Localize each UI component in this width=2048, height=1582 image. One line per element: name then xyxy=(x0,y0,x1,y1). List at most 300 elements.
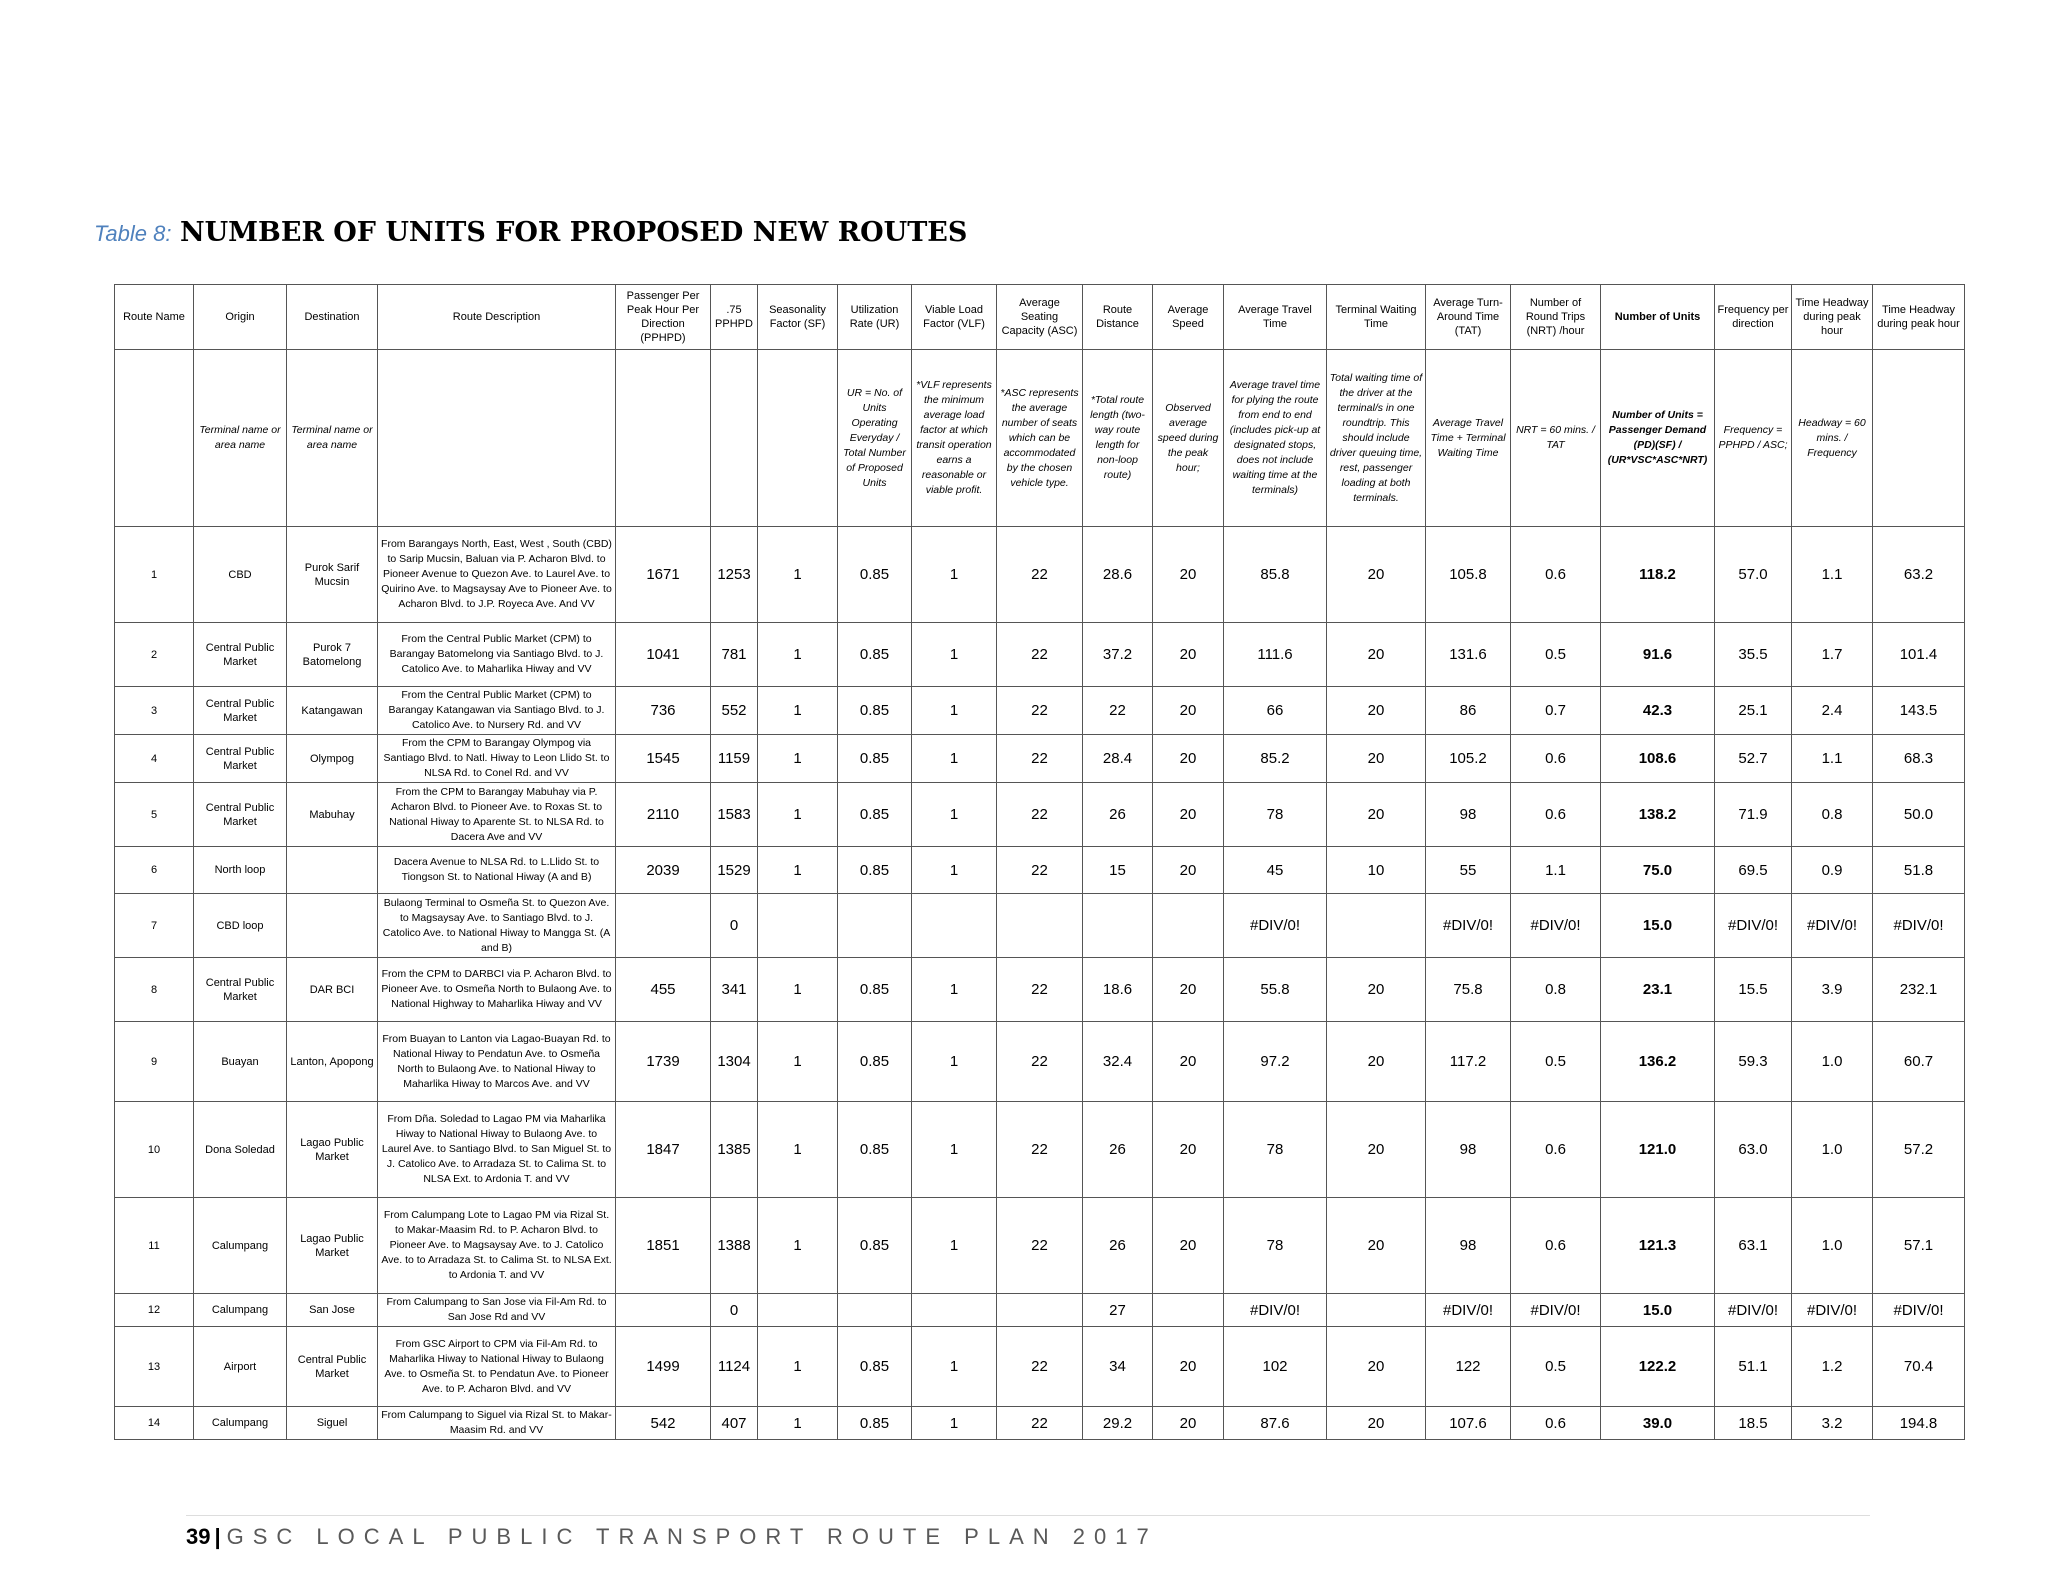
table-cell: 78 xyxy=(1224,1102,1327,1198)
table-cell xyxy=(997,1294,1083,1327)
table-cell: Calumpang xyxy=(194,1198,287,1294)
table-cell: 51.8 xyxy=(1873,847,1965,894)
column-definition: Average travel time for plying the route from end to end (includes pick-up at designated stops, does not include waiting time at the terminals) xyxy=(1224,350,1327,527)
table-cell: 20 xyxy=(1153,527,1224,623)
column-definition: Number of Units = Passenger Demand (PD)(SF) / (UR*VSC*ASC*NRT) xyxy=(1601,350,1715,527)
column-definition: NRT = 60 mins. / TAT xyxy=(1511,350,1601,527)
table-cell: 42.3 xyxy=(1601,687,1715,735)
table-cell: 101.4 xyxy=(1873,623,1965,687)
table-cell: 1 xyxy=(758,1102,838,1198)
table-cell: 10 xyxy=(115,1102,194,1198)
table-cell: 22 xyxy=(997,687,1083,735)
table-cell: 1499 xyxy=(616,1327,711,1407)
table-body xyxy=(115,527,1965,1440)
table-cell xyxy=(912,1294,997,1327)
table-cell: 63.1 xyxy=(1715,1198,1792,1294)
table-cell: Buayan xyxy=(194,1022,287,1102)
table-cell: 66 xyxy=(1224,687,1327,735)
table-cell: Central Public Market xyxy=(194,958,287,1022)
table-cell: 5 xyxy=(115,783,194,847)
table-cell: 15.5 xyxy=(1715,958,1792,1022)
table-cell: 0.85 xyxy=(838,735,912,783)
table-cell: 20 xyxy=(1327,1327,1426,1407)
table-cell: 122.2 xyxy=(1601,1327,1715,1407)
table-cell: Central Public Market xyxy=(287,1327,378,1407)
routes-table xyxy=(114,284,1965,1440)
table-cell: 55 xyxy=(1426,847,1511,894)
column-header: Route Distance xyxy=(1083,285,1153,350)
column-header: Viable Load Factor (VLF) xyxy=(912,285,997,350)
table-row xyxy=(115,958,1965,1022)
table-cell: Lagao Public Market xyxy=(287,1198,378,1294)
table-cell: San Jose xyxy=(287,1294,378,1327)
table-cell: 1545 xyxy=(616,735,711,783)
table-cell: 87.6 xyxy=(1224,1407,1327,1440)
column-header: Average Travel Time xyxy=(1224,285,1327,350)
table-cell: 22 xyxy=(997,735,1083,783)
table-cell: 20 xyxy=(1327,623,1426,687)
table-row xyxy=(115,1327,1965,1407)
table-cell: Central Public Market xyxy=(194,687,287,735)
table-cell: 63.0 xyxy=(1715,1102,1792,1198)
table-cell: 22 xyxy=(1083,687,1153,735)
table-cell: 2039 xyxy=(616,847,711,894)
table-cell: 28.6 xyxy=(1083,527,1153,623)
table-cell: 4 xyxy=(115,735,194,783)
table-cell: 1847 xyxy=(616,1102,711,1198)
table-cell xyxy=(758,894,838,958)
table-cell: #DIV/0! xyxy=(1224,894,1327,958)
table-cell: 232.1 xyxy=(1873,958,1965,1022)
table-cell: Central Public Market xyxy=(194,783,287,847)
table-cell: 3.9 xyxy=(1792,958,1873,1022)
table-cell: 20 xyxy=(1153,735,1224,783)
table-cell: 102 xyxy=(1224,1327,1327,1407)
table-cell: 1124 xyxy=(711,1327,758,1407)
table-cell: 22 xyxy=(997,783,1083,847)
table-cell: 85.8 xyxy=(1224,527,1327,623)
column-definition xyxy=(711,350,758,527)
table-cell: #DIV/0! xyxy=(1511,894,1601,958)
table-cell: From Dña. Soledad to Lagao PM via Maharlika Hiway to National Hiway to Bulaong Ave. to Laurel Ave. to Santiago Blvd. to San Miguel St. to J. Catolico Ave. to Arradaza St. to Calima St. to NLSA Ext. to Ardonia T. and VV xyxy=(378,1102,616,1198)
table-cell: 85.2 xyxy=(1224,735,1327,783)
table-cell: Lanton, Apopong xyxy=(287,1022,378,1102)
table-cell: 1671 xyxy=(616,527,711,623)
footer-separator: | xyxy=(214,1524,221,1549)
table-cell: 15.0 xyxy=(1601,1294,1715,1327)
table-cell: 20 xyxy=(1153,1022,1224,1102)
table-cell: 455 xyxy=(616,958,711,1022)
table-cell: From Barangays North, East, West , South (CBD) to Sarip Mucsin, Baluan via P. Acharon Blvd. to Pioneer Avenue to Quezon Ave. to Laurel Ave. to Quirino Ave. to Magsaysay Ave to Pioneer Ave. to Acharon Blvd. to J.P. Royeca Ave. And VV xyxy=(378,527,616,623)
table-cell: 1 xyxy=(912,783,997,847)
table-cell: 98 xyxy=(1426,1102,1511,1198)
column-definition xyxy=(616,350,711,527)
table-cell: 22 xyxy=(997,958,1083,1022)
table-cell: From Calumpang Lote to Lagao PM via Rizal St. to Makar-Maasim Rd. to P. Acharon Blvd. to Pioneer Ave. to Magsaysay Ave. to J. Catolico Ave. to to Arradaza St. to Calima St. to NLSA Ext. to Ardonia T. and VV xyxy=(378,1198,616,1294)
table-cell: 0.85 xyxy=(838,1198,912,1294)
page-number: 39 xyxy=(186,1524,211,1549)
table-cell: 13 xyxy=(115,1327,194,1407)
table-cell: 1529 xyxy=(711,847,758,894)
column-header: Average Turn-Around Time (TAT) xyxy=(1426,285,1511,350)
table-cell: 0.85 xyxy=(838,1022,912,1102)
table-cell: 35.5 xyxy=(1715,623,1792,687)
table-cell: 20 xyxy=(1153,1327,1224,1407)
table-row xyxy=(115,735,1965,783)
table-cell: 52.7 xyxy=(1715,735,1792,783)
table-cell: 1583 xyxy=(711,783,758,847)
table-cell: From the CPM to Barangay Mabuhay via P. Acharon Blvd. to Pioneer Ave. to Roxas St. to National Hiway to Aparente St. to NLSA Rd. to Dacera Ave and VV xyxy=(378,783,616,847)
column-header: Average Speed xyxy=(1153,285,1224,350)
table-cell: 0.6 xyxy=(1511,735,1601,783)
column-header: Utilization Rate (UR) xyxy=(838,285,912,350)
table-cell: 1 xyxy=(912,623,997,687)
table-cell: 32.4 xyxy=(1083,1022,1153,1102)
table-cell: 1 xyxy=(912,687,997,735)
table-cell: Calumpang xyxy=(194,1294,287,1327)
table-cell: 1 xyxy=(758,1407,838,1440)
table-cell xyxy=(838,894,912,958)
table-cell: 27 xyxy=(1083,1294,1153,1327)
table-cell: #DIV/0! xyxy=(1715,1294,1792,1327)
table-title xyxy=(94,217,967,248)
table-cell: #DIV/0! xyxy=(1792,1294,1873,1327)
table-row xyxy=(115,847,1965,894)
header-row xyxy=(115,285,1965,350)
table-cell: 1159 xyxy=(711,735,758,783)
table-cell: 118.2 xyxy=(1601,527,1715,623)
table-cell xyxy=(1327,894,1426,958)
table-cell xyxy=(1083,894,1153,958)
table-cell: From Calumpang to Siguel via Rizal St. to Makar-Maasim Rd. and VV xyxy=(378,1407,616,1440)
table-cell: 0.85 xyxy=(838,958,912,1022)
table-cell: 1.0 xyxy=(1792,1102,1873,1198)
table-cell: 26 xyxy=(1083,1198,1153,1294)
table-cell: 20 xyxy=(1327,1102,1426,1198)
table-cell: 1.7 xyxy=(1792,623,1873,687)
table-cell: From the CPM to Barangay Olympog via Santiago Blvd. to Natl. Hiway to Leon Llido St. to NLSA Rd. to Conel Rd. and VV xyxy=(378,735,616,783)
table-cell xyxy=(616,1294,711,1327)
table-cell: 37.2 xyxy=(1083,623,1153,687)
table-cell: 0.85 xyxy=(838,783,912,847)
table-cell: 1 xyxy=(758,623,838,687)
table-cell: From the Central Public Market (CPM) to Barangay Batomelong via Santiago Blvd. to J. Catolico Ave. to Maharlika Hiway and VV xyxy=(378,623,616,687)
table-cell: 20 xyxy=(1327,1407,1426,1440)
table-cell: 97.2 xyxy=(1224,1022,1327,1102)
table-cell: 1 xyxy=(758,958,838,1022)
table-cell: Purok Sarif Mucsin xyxy=(287,527,378,623)
table-cell: 1 xyxy=(912,527,997,623)
table-cell xyxy=(1327,1294,1426,1327)
column-definition xyxy=(1873,350,1965,527)
table-cell: 1253 xyxy=(711,527,758,623)
table-cell: 1 xyxy=(758,847,838,894)
table-cell: 6 xyxy=(115,847,194,894)
column-header: Origin xyxy=(194,285,287,350)
table-row xyxy=(115,1407,1965,1440)
table-cell: 0 xyxy=(711,1294,758,1327)
table-cell: 1304 xyxy=(711,1022,758,1102)
table-row xyxy=(115,1294,1965,1327)
table-cell: 0.5 xyxy=(1511,623,1601,687)
table-cell: #DIV/0! xyxy=(1792,894,1873,958)
table-cell: 0.9 xyxy=(1792,847,1873,894)
table-cell: 1388 xyxy=(711,1198,758,1294)
column-header: .75 PPHPD xyxy=(711,285,758,350)
column-header: Terminal Waiting Time xyxy=(1327,285,1426,350)
table-cell: 0.6 xyxy=(1511,527,1601,623)
column-definition: Observed average speed during the peak hour; xyxy=(1153,350,1224,527)
table-cell: 75.8 xyxy=(1426,958,1511,1022)
table-cell: Olympog xyxy=(287,735,378,783)
table-cell: 51.1 xyxy=(1715,1327,1792,1407)
column-header: Frequency per direction xyxy=(1715,285,1792,350)
table-cell: 15 xyxy=(1083,847,1153,894)
table-cell: 12 xyxy=(115,1294,194,1327)
table-cell: 20 xyxy=(1153,783,1224,847)
table-cell: 1.1 xyxy=(1792,527,1873,623)
column-header: Passenger Per Peak Hour Per Direction (PPHPD) xyxy=(616,285,711,350)
table-cell: Mabuhay xyxy=(287,783,378,847)
table-cell: 29.2 xyxy=(1083,1407,1153,1440)
table-cell: From the Central Public Market (CPM) to Barangay Katangawan via Santiago Blvd. to J. Catolico Ave. to Nursery Rd. and VV xyxy=(378,687,616,735)
table-cell: 7 xyxy=(115,894,194,958)
table-cell: 9 xyxy=(115,1022,194,1102)
column-header: Time Headway during peak hour xyxy=(1792,285,1873,350)
table-cell: 1 xyxy=(912,1327,997,1407)
table-cell xyxy=(287,894,378,958)
table-cell: #DIV/0! xyxy=(1511,1294,1601,1327)
table-cell: 26 xyxy=(1083,783,1153,847)
table-cell: 22 xyxy=(997,527,1083,623)
table-cell: #DIV/0! xyxy=(1426,1294,1511,1327)
column-definition: UR = No. of Units Operating Everyday / Total Number of Proposed Units xyxy=(838,350,912,527)
table-cell: 60.7 xyxy=(1873,1022,1965,1102)
table-cell: 98 xyxy=(1426,783,1511,847)
table-cell: #DIV/0! xyxy=(1224,1294,1327,1327)
table-cell: 57.0 xyxy=(1715,527,1792,623)
table-cell: 2110 xyxy=(616,783,711,847)
table-cell: 0.85 xyxy=(838,527,912,623)
table-cell: CBD loop xyxy=(194,894,287,958)
table-cell: 1.1 xyxy=(1792,735,1873,783)
table-cell: 0.85 xyxy=(838,1327,912,1407)
table-cell: Purok 7 Batomelong xyxy=(287,623,378,687)
table-cell: 28.4 xyxy=(1083,735,1153,783)
table-cell: 20 xyxy=(1153,1102,1224,1198)
table-cell: 22 xyxy=(997,1102,1083,1198)
table-cell: 57.1 xyxy=(1873,1198,1965,1294)
column-definition xyxy=(115,350,194,527)
column-definition: Frequency = PPHPD / ASC; xyxy=(1715,350,1792,527)
table-cell xyxy=(1153,894,1224,958)
table-cell: 20 xyxy=(1327,687,1426,735)
table-cell: 14 xyxy=(115,1407,194,1440)
table-cell: 2.4 xyxy=(1792,687,1873,735)
table-cell: 341 xyxy=(711,958,758,1022)
document-title: GSC LOCAL PUBLIC TRANSPORT ROUTE PLAN 2017 xyxy=(226,1524,1158,1549)
column-header: Number of Round Trips (NRT) /hour xyxy=(1511,285,1601,350)
table-cell: 1.1 xyxy=(1511,847,1601,894)
table-cell xyxy=(616,894,711,958)
table-cell: 59.3 xyxy=(1715,1022,1792,1102)
table-cell: 108.6 xyxy=(1601,735,1715,783)
table-cell: 20 xyxy=(1327,527,1426,623)
table-cell: 0.8 xyxy=(1792,783,1873,847)
table-cell xyxy=(912,894,997,958)
table-cell: 20 xyxy=(1153,1407,1224,1440)
table-cell: 11 xyxy=(115,1198,194,1294)
table-cell: 86 xyxy=(1426,687,1511,735)
table-cell: 0.85 xyxy=(838,623,912,687)
table-cell: 1.0 xyxy=(1792,1198,1873,1294)
table-cell: 736 xyxy=(616,687,711,735)
table-cell: 34 xyxy=(1083,1327,1153,1407)
table-cell xyxy=(287,847,378,894)
column-header: Route Name xyxy=(115,285,194,350)
table-cell: 1 xyxy=(912,1102,997,1198)
table-cell: From Calumpang to San Jose via Fil-Am Rd. to San Jose Rd and VV xyxy=(378,1294,616,1327)
table-cell: CBD xyxy=(194,527,287,623)
table-cell: 20 xyxy=(1327,735,1426,783)
table-cell: 70.4 xyxy=(1873,1327,1965,1407)
table-cell: 0.7 xyxy=(1511,687,1601,735)
table-cell: 68.3 xyxy=(1873,735,1965,783)
table-cell: 2 xyxy=(115,623,194,687)
table-cell: 1851 xyxy=(616,1198,711,1294)
table-cell: 121.0 xyxy=(1601,1102,1715,1198)
table-cell: 1 xyxy=(912,735,997,783)
table-cell: 1.0 xyxy=(1792,1022,1873,1102)
page-footer xyxy=(186,1524,1158,1550)
table-cell: 63.2 xyxy=(1873,527,1965,623)
table-cell: #DIV/0! xyxy=(1715,894,1792,958)
table-cell: 22 xyxy=(997,1198,1083,1294)
table-cell: 20 xyxy=(1327,1198,1426,1294)
table-cell: 111.6 xyxy=(1224,623,1327,687)
table-cell: 0.85 xyxy=(838,1102,912,1198)
table-cell: 71.9 xyxy=(1715,783,1792,847)
table-cell: From Buayan to Lanton via Lagao-Buayan Rd. to National Hiway to Pendatun Ave. to Osmeña North to Bulaong Ave. to National Hiway to Maharlika Hiway to Marcos Ave. and VV xyxy=(378,1022,616,1102)
table-row xyxy=(115,1102,1965,1198)
table-cell: 20 xyxy=(1327,1022,1426,1102)
table-cell: 20 xyxy=(1153,687,1224,735)
table-cell: Central Public Market xyxy=(194,623,287,687)
column-definition xyxy=(758,350,838,527)
table-cell: Central Public Market xyxy=(194,735,287,783)
table-row xyxy=(115,527,1965,623)
table-cell: 0.6 xyxy=(1511,1102,1601,1198)
table-cell: 542 xyxy=(616,1407,711,1440)
table-row xyxy=(115,783,1965,847)
table-cell: 78 xyxy=(1224,1198,1327,1294)
table-cell: 18.5 xyxy=(1715,1407,1792,1440)
table-cell: #DIV/0! xyxy=(1873,894,1965,958)
column-definition: Headway = 60 mins. / Frequency xyxy=(1792,350,1873,527)
table-cell xyxy=(838,1294,912,1327)
table-cell: 98 xyxy=(1426,1198,1511,1294)
table-cell: 1 xyxy=(912,1407,997,1440)
table-cell: Lagao Public Market xyxy=(287,1102,378,1198)
table-cell: 57.2 xyxy=(1873,1102,1965,1198)
table-row xyxy=(115,1022,1965,1102)
table-cell: #DIV/0! xyxy=(1426,894,1511,958)
table-cell: 781 xyxy=(711,623,758,687)
table-cell: 20 xyxy=(1153,623,1224,687)
table-cell: 117.2 xyxy=(1426,1022,1511,1102)
column-definition: *Total route length (two-way route length for non-loop route) xyxy=(1083,350,1153,527)
table-cell: 136.2 xyxy=(1601,1022,1715,1102)
table-cell: 22 xyxy=(997,847,1083,894)
table-cell: 3.2 xyxy=(1792,1407,1873,1440)
table-cell: 0.85 xyxy=(838,1407,912,1440)
table-cell: 194.8 xyxy=(1873,1407,1965,1440)
table-cell: 20 xyxy=(1153,1198,1224,1294)
table-cell xyxy=(997,894,1083,958)
table-cell: 122 xyxy=(1426,1327,1511,1407)
table-cell: 23.1 xyxy=(1601,958,1715,1022)
table-cell: 121.3 xyxy=(1601,1198,1715,1294)
table-cell: 0 xyxy=(711,894,758,958)
table-cell: 22 xyxy=(997,623,1083,687)
table-cell: 1 xyxy=(912,1198,997,1294)
table-cell: 91.6 xyxy=(1601,623,1715,687)
table-row xyxy=(115,1198,1965,1294)
table-cell: 1 xyxy=(912,1022,997,1102)
table-cell: 20 xyxy=(1153,847,1224,894)
table-cell: 69.5 xyxy=(1715,847,1792,894)
table-cell: 1 xyxy=(758,1327,838,1407)
table-cell: North loop xyxy=(194,847,287,894)
table-cell: 1 xyxy=(758,1022,838,1102)
table-cell: 143.5 xyxy=(1873,687,1965,735)
table-cell xyxy=(758,1294,838,1327)
table-cell: 1739 xyxy=(616,1022,711,1102)
table-cell: 131.6 xyxy=(1426,623,1511,687)
table-cell: Bulaong Terminal to Osmeña St. to Quezon Ave. to Magsaysay Ave. to Santiago Blvd. to J. Catolico Ave. to National Hiway to Mangga St. (A and B) xyxy=(378,894,616,958)
table-row xyxy=(115,687,1965,735)
table-cell: Katangawan xyxy=(287,687,378,735)
table-cell: 18.6 xyxy=(1083,958,1153,1022)
table-cell: 1 xyxy=(758,783,838,847)
table-cell: 3 xyxy=(115,687,194,735)
table-cell: 0.85 xyxy=(838,847,912,894)
table-cell: 0.6 xyxy=(1511,1407,1601,1440)
table-cell: DAR BCI xyxy=(287,958,378,1022)
table-cell: 105.8 xyxy=(1426,527,1511,623)
table-cell: 0.8 xyxy=(1511,958,1601,1022)
table-cell: 25.1 xyxy=(1715,687,1792,735)
table-cell: 20 xyxy=(1153,958,1224,1022)
table-cell xyxy=(1153,1294,1224,1327)
table-cell: 50.0 xyxy=(1873,783,1965,847)
table-row xyxy=(115,894,1965,958)
table-cell: Airport xyxy=(194,1327,287,1407)
table-cell: 10 xyxy=(1327,847,1426,894)
table-cell: 1 xyxy=(912,958,997,1022)
table-cell: 1 xyxy=(115,527,194,623)
table-cell: 22 xyxy=(997,1407,1083,1440)
column-definition: Total waiting time of the driver at the terminal/s in one roundtrip. This should include driver queuing time, rest, passenger loading at both terminals. xyxy=(1327,350,1426,527)
footer-divider xyxy=(186,1515,1870,1516)
table-cell: 1 xyxy=(758,527,838,623)
table-cell: 22 xyxy=(997,1327,1083,1407)
table-cell: 20 xyxy=(1327,958,1426,1022)
column-definition: Average Travel Time + Terminal Waiting Time xyxy=(1426,350,1511,527)
table-cell: 26 xyxy=(1083,1102,1153,1198)
table-cell: Calumpang xyxy=(194,1407,287,1440)
table-cell: 107.6 xyxy=(1426,1407,1511,1440)
